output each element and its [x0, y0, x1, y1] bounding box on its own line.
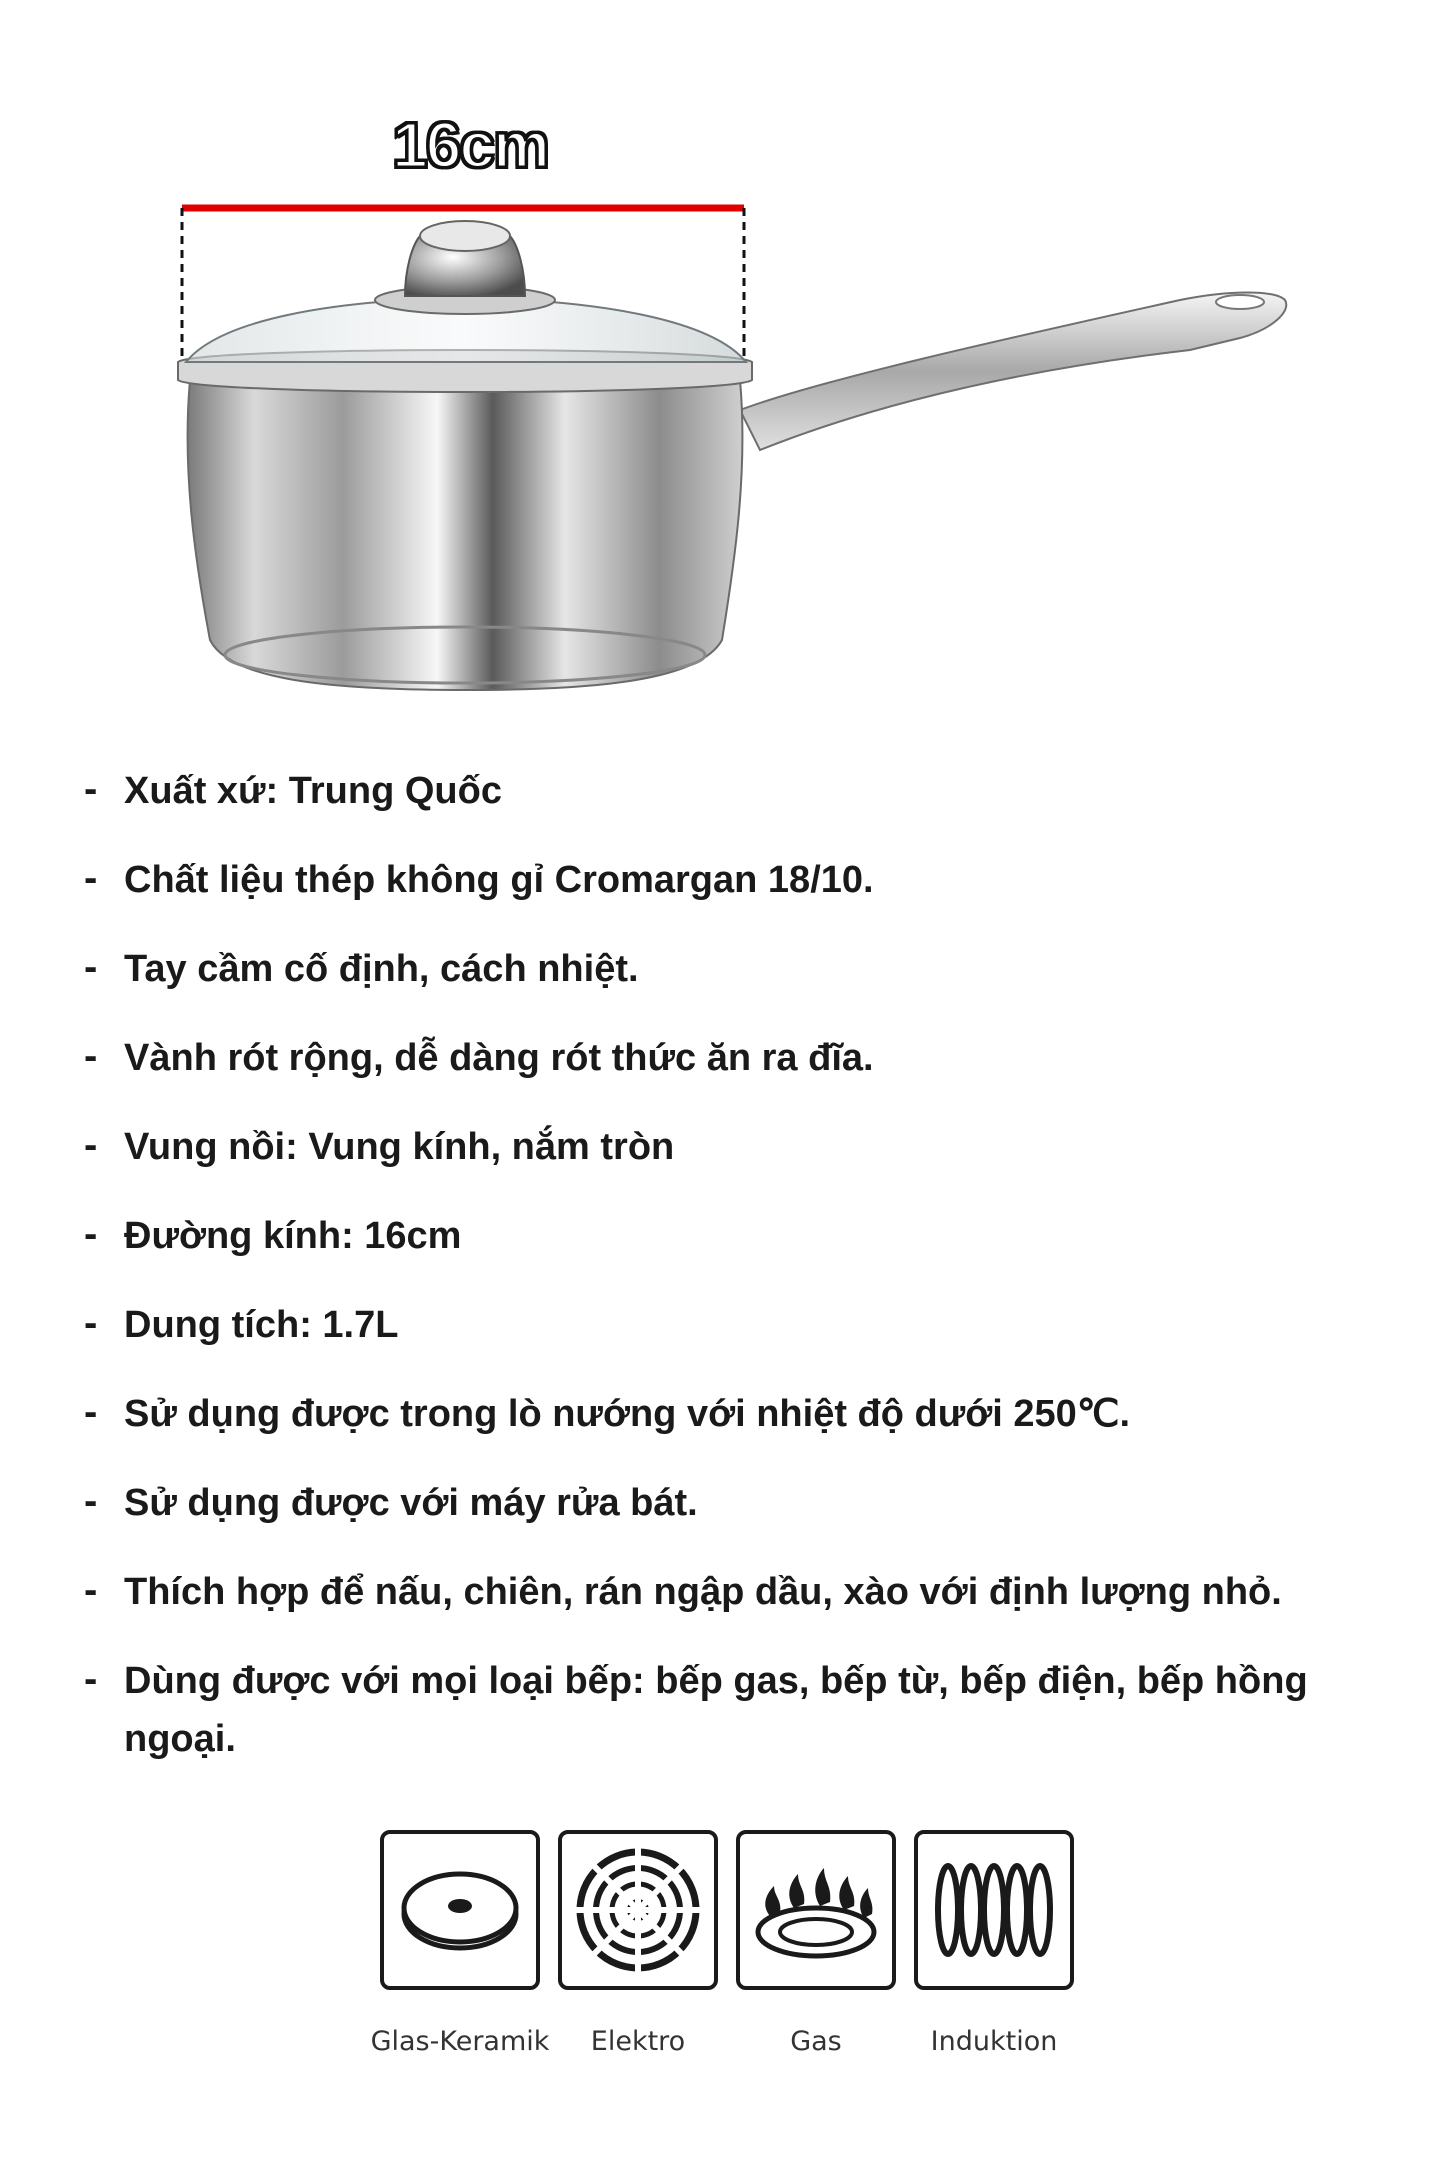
spec-item-lid	[84, 1118, 1404, 1176]
spec-text: Sử dụng được trong lò nướng với nhiệt độ dưới 250℃.	[124, 1393, 1131, 1435]
cooktop-gas	[736, 1830, 896, 1990]
spec-item-dishwasher	[84, 1474, 1404, 1532]
spec-text: Đường kính: 16cm	[124, 1215, 462, 1257]
induction-coil-icon	[918, 1834, 1070, 1986]
product-image	[0, 0, 1440, 720]
glass-ceramic-icon	[384, 1834, 536, 1986]
spec-text: Dung tích: 1.7L	[124, 1304, 399, 1346]
cooktop-induction	[914, 1830, 1074, 1990]
bullet-dash: -	[84, 1657, 98, 1701]
pan-handle	[740, 293, 1286, 451]
spec-text: Sử dụng được với máy rửa bát.	[124, 1482, 698, 1524]
spec-text: Tay cầm cố định, cách nhiệt.	[124, 948, 639, 990]
spec-item-material	[84, 851, 1404, 909]
bullet-dash: -	[84, 1479, 98, 1523]
bullet-dash: -	[84, 945, 98, 989]
spec-item-capacity	[84, 1296, 1404, 1354]
cooktop-label-gas: Gas	[790, 2026, 842, 2057]
saucepan-illustration	[0, 0, 1440, 720]
bullet-dash: -	[84, 1212, 98, 1256]
spec-list	[84, 762, 1404, 1799]
spec-text: Vành rót rộng, dễ dàng rót thức ăn ra đĩa.	[124, 1037, 874, 1079]
bullet-dash: -	[84, 767, 98, 811]
spec-item-origin	[84, 762, 1404, 820]
spec-text: Xuất xứ: Trung Quốc	[124, 770, 502, 812]
cooktop-label-electric: Elektro	[590, 2026, 686, 2057]
bullet-dash: -	[84, 856, 98, 900]
cooktop-compatibility	[370, 1830, 1090, 2070]
spec-item-oven-safe	[84, 1385, 1404, 1443]
bullet-dash: -	[84, 1301, 98, 1345]
spec-item-cooking-use	[84, 1563, 1404, 1621]
pan-body	[188, 380, 743, 690]
electric-hob-icon	[562, 1834, 714, 1986]
cooktop-label-induction: Induktion	[930, 2026, 1058, 2057]
cooktop-glass-ceramic	[380, 1830, 540, 1990]
cooktop-electric	[558, 1830, 718, 1990]
cooktop-label-glass-ceramic: Glas-Keramik	[370, 2026, 550, 2057]
spec-text: Dùng được với mọi loại bếp: bếp gas, bếp từ, bếp điện, bếp hồng ngoại.	[124, 1660, 1308, 1760]
spec-item-handle	[84, 940, 1404, 998]
bullet-dash: -	[84, 1034, 98, 1078]
spec-item-diameter	[84, 1207, 1404, 1265]
bullet-dash: -	[84, 1390, 98, 1434]
handle-hang-hole	[1216, 295, 1264, 309]
spec-item-pouring-rim	[84, 1029, 1404, 1087]
spec-text: Chất liệu thép không gỉ Cromargan 18/10.	[124, 859, 874, 901]
spec-text: Thích hợp để nấu, chiên, rán ngập dầu, xào với định lượng nhỏ.	[124, 1571, 1282, 1613]
bullet-dash: -	[84, 1568, 98, 1612]
lid-knob-top	[420, 221, 510, 251]
bullet-dash: -	[84, 1123, 98, 1167]
spec-text: Vung nồi: Vung kính, nắm tròn	[124, 1126, 675, 1168]
gas-flame-icon	[740, 1834, 892, 1986]
dimension-label: 16cm	[392, 109, 548, 181]
spec-item-cooktops	[84, 1652, 1404, 1768]
